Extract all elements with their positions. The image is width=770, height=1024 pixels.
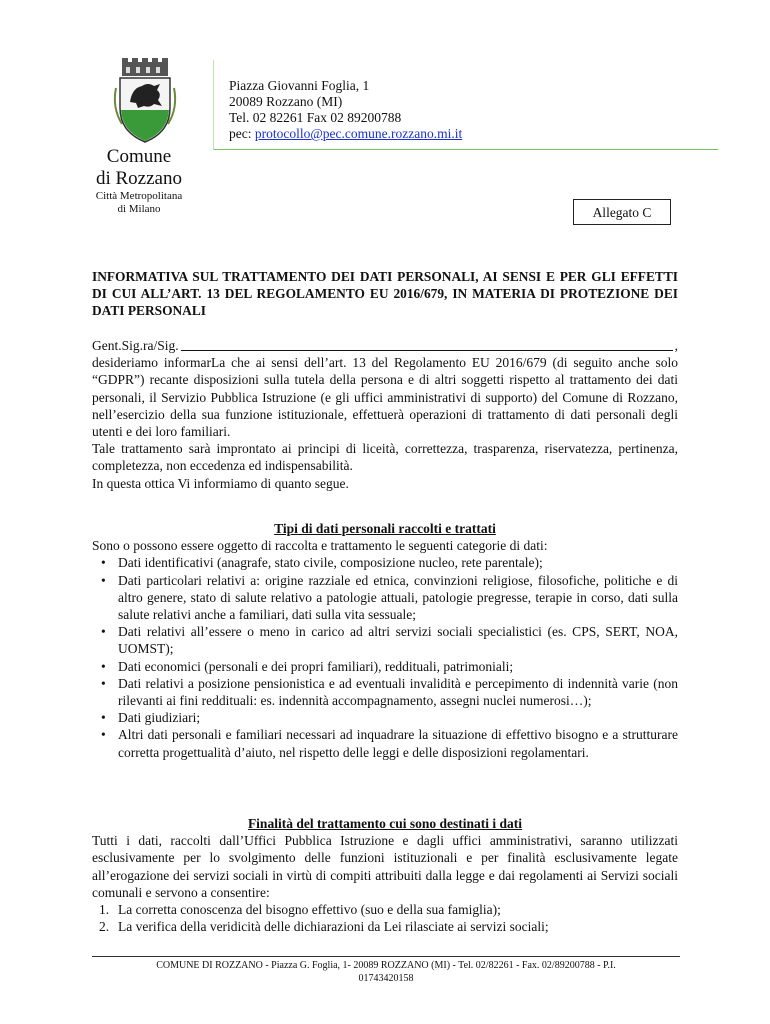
data-types-list — [92, 554, 678, 760]
comune-crest-logo — [110, 58, 180, 144]
greeting-label: Gent.Sig.ra/Sig. — [92, 338, 179, 353]
footer-line-2: 01743420158 — [358, 972, 414, 984]
address-street: Piazza Giovanni Foglia, 1 — [229, 78, 370, 93]
section-purposes — [92, 815, 678, 935]
section-data-types — [92, 520, 678, 761]
list-number: 2. — [99, 919, 110, 935]
intro-paragraph-3: In questa ottica Vi informiamo di quanto segue. — [92, 475, 349, 491]
greeting-line — [92, 337, 678, 354]
section-lead: Tutti i dati, raccolti dall’Uffici Pubblica Istruzione e dagli uffici amministrativi, saranno utilizzati esclusivamente per lo svolgimento delle funzioni istituzionali e per finalità esclusivamente legate all’erogazione dei servizi sociali in virtù di compiti attribuiti dalla legge e dai regolamenti ai Servizi sociali comunali e servono a consentire: — [92, 833, 678, 900]
list-number: 1. — [99, 902, 110, 918]
list-item: • Dati giudiziari; — [118, 709, 678, 726]
intro-paragraph-2: Tale trattamento sarà improntato ai principi di liceità, correttezza, trasparenza, riservatezza, pertinenza, completezza, non eccedenza ed indispensabilità. — [92, 441, 678, 474]
document-title: INFORMATIVA SUL TRATTAMENTO DEI DATI PERSONALI, AI SENSI E PER GLI EFFETTI DI CUI ALL’ART. 13 DEL REGOLAMENTO EU 2016/679, IN MATERIA DI PROTEZIONE DEI DATI PERSONALI — [92, 269, 678, 318]
pec-email-link[interactable]: protocollo@pec.comune.rozzano.mi.it — [254, 126, 463, 141]
pec-label: pec: — [229, 126, 255, 141]
list-item — [99, 918, 678, 935]
list-item: • Dati relativi a posizione pensionistica e ad eventuali invalidità e percepimento di indennità varie (non rilevanti ai fini reddituali: es. indennità accompagnamento, assegni nuclei numerosi…); — [118, 675, 678, 709]
list-item: • Dati economici (personali e dei propri familiari), reddituali, patrimoniali; — [118, 658, 678, 675]
list-text: La corretta conoscenza del bisogno effettivo (suo e della sua famiglia); — [118, 902, 501, 918]
greeting-end: , — [674, 338, 678, 353]
header-divider-vertical — [213, 60, 214, 150]
purposes-list — [92, 901, 678, 935]
list-item — [99, 901, 678, 918]
list-item: • Altri dati personali e familiari necessari ad inquadrare la situazione di effettivo bisogno e a strutturare corretta progettualità d’aiuto, nel rispetto delle leggi e delle disposizioni regolamentari. — [118, 726, 678, 760]
comune-subtitle — [84, 190, 194, 216]
comune-sub-line1: Città Metropolitana — [95, 190, 183, 202]
address-city: 20089 Rozzano (MI) — [229, 94, 343, 109]
header-address-block — [229, 78, 462, 142]
comune-name — [84, 146, 194, 190]
list-item: • Dati relativi all’essere o meno in carico ad altri servizi sociali specialistici (es. CPS, SERT, NOA, UOMST); — [118, 623, 678, 657]
footer-divider — [92, 956, 680, 957]
address-phone: Tel. 02 82261 Fax 02 89200788 — [229, 110, 402, 125]
header-divider — [214, 149, 718, 150]
comune-sub-line2: di Milano — [117, 203, 161, 215]
comune-name-line1: Comune — [106, 146, 172, 167]
address-pec — [229, 126, 462, 142]
name-blank-line — [181, 349, 673, 351]
allegato-box: Allegato C — [573, 199, 671, 225]
list-item: • Dati identificativi (anagrafe, stato civile, composizione nucleo, rete parentale); — [118, 554, 678, 571]
page-footer — [92, 960, 680, 985]
comune-name-line2: di Rozzano — [95, 168, 182, 189]
list-item: • Dati particolari relativi a: origine razziale ed etnica, convinzioni religiose, filosofiche, politiche e di altro genere, stato di salute relativo a patologie attuali, patologie pregresse, terapie in corso, dati sulla salute relativi anche a familiari, dati sulla vita sessuale; — [118, 572, 678, 624]
section-lead: Sono o possono essere oggetto di raccolta e trattamento le seguenti categorie di dati: — [92, 538, 548, 554]
footer-line-1: COMUNE DI ROZZANO - Piazza G. Foglia, 1- 20089 ROZZANO (MI) - Tel. 02/82261 - Fax. 02/89200788 - P.I. — [156, 960, 616, 971]
list-text: La verifica della veridicità delle dichiarazioni da Lei rilasciate ai servizi sociali; — [118, 919, 549, 935]
section-heading: Finalità del trattamento cui sono destinati i dati — [247, 816, 523, 831]
section-heading: Tipi di dati personali raccolti e trattati — [274, 521, 496, 536]
intro-section — [92, 337, 678, 492]
intro-paragraph-1: desideriamo informarLa che ai sensi dell’art. 13 del Regolamento EU 2016/679 (di seguito anche solo “GDPR”) recante disposizioni sulla tutela della persona e di altri soggetti rispetto al trattamento dei dati personali, il Servizio Pubblica Istruzione (e gli uffici amministrativi di supporto) del Comune di Rozzano, nell’esercizio della sua funzione istituzionale, effettuerà operazioni di trattamento di dati personali degli utenti e dei loro familiari. — [92, 355, 678, 440]
